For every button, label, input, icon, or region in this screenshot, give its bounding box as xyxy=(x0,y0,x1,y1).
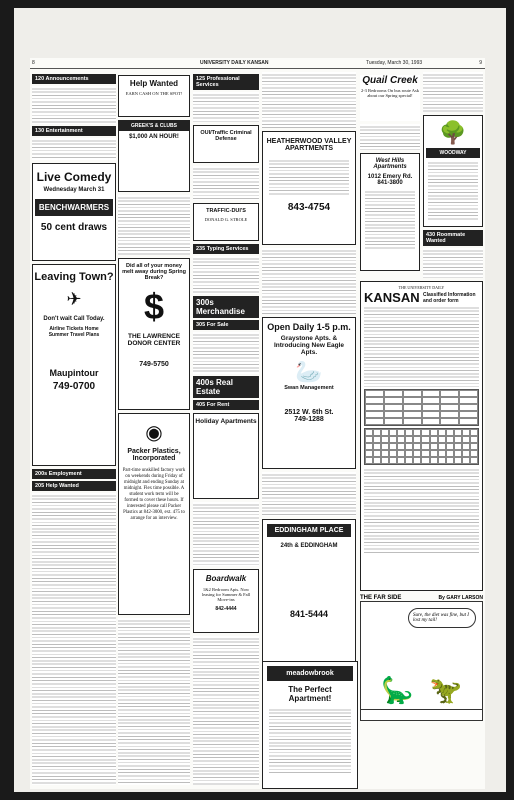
dollar-icon: $ xyxy=(143,286,165,327)
westhills-details xyxy=(365,189,415,249)
rate-table xyxy=(364,389,479,426)
column-5 xyxy=(360,72,483,785)
comedy-ad xyxy=(32,163,116,261)
section-entertainment: 130 Entertainment xyxy=(32,126,116,136)
maupintour-logo: Maupintour xyxy=(49,368,99,378)
form-header xyxy=(364,290,479,305)
dinosaur-figure-2-icon: 🦖 xyxy=(429,676,462,705)
swan-management: Swan Management xyxy=(284,385,334,391)
westhills-address: 1012 Emery Rd. xyxy=(367,174,413,180)
col4-mid-text xyxy=(262,248,356,314)
section-announcements: 120 Announcements xyxy=(32,74,116,84)
donor-name: THE LAWRENCE DONOR CENTER xyxy=(127,333,181,347)
roommate-text xyxy=(423,248,483,278)
section-real-estate: 400s Real Estate xyxy=(193,376,259,398)
packer-ad xyxy=(118,413,190,615)
column-2 xyxy=(118,72,190,785)
ad-entry-grid[interactable] xyxy=(364,428,479,465)
section-for-rent: 405 For Rent xyxy=(193,400,259,410)
kansan-title: KANSAN xyxy=(364,290,420,305)
graystone-ad xyxy=(262,317,356,469)
column-3 xyxy=(193,72,259,785)
swan-icon: 🦢 xyxy=(295,359,323,384)
quail-column xyxy=(360,72,420,278)
page-header xyxy=(30,58,485,69)
airline-line: Airline Tickets Home xyxy=(49,326,99,332)
graystone-address: 2512 W. 6th St. xyxy=(284,409,334,416)
dont-wait: Don't wait Call Today. xyxy=(43,316,105,322)
leaving-town: Leaving Town? xyxy=(34,271,114,283)
paper-title: UNIVERSITY DAILY KANSAN xyxy=(200,60,269,66)
section-employment: 200s Employment xyxy=(32,469,116,479)
eddingham-address: 24th & EDDINGHAM xyxy=(280,543,338,549)
section-for-sale: 305 For Sale xyxy=(193,320,259,330)
col3-bottom-text xyxy=(193,636,259,785)
donor-question: Did all of your money melt away during Spring Break? xyxy=(122,263,186,281)
dinosaur-figure-icon: 🦕 xyxy=(381,676,414,705)
woodway-top-text xyxy=(423,72,483,112)
top-ads-row xyxy=(360,72,483,278)
woodway-ad xyxy=(423,115,483,227)
woodway-title: WOODWAY xyxy=(426,148,480,158)
holiday-ad xyxy=(193,413,259,499)
open-daily: Open Daily 1-5 p.m. xyxy=(267,322,351,332)
section-roommate: 430 Roommate Wanted xyxy=(423,230,483,246)
help-wanted-title: Help Wanted xyxy=(129,79,179,88)
heatherwood-phone: 843-4754 xyxy=(287,202,331,213)
strole-name: DONALD G. STROLE xyxy=(204,217,248,222)
graystone-title: Graystone Apts. & Introducing New Eagle Apts. xyxy=(273,335,345,356)
services-text xyxy=(193,92,259,122)
section-services: 125 Professional Services xyxy=(193,74,259,90)
form-fields[interactable] xyxy=(364,467,479,555)
greek-ad xyxy=(118,120,190,192)
column-1 xyxy=(32,72,116,785)
announcement-text xyxy=(32,86,116,124)
col4-top-text xyxy=(262,72,356,128)
classified-form xyxy=(360,281,483,591)
speech-bubble: Sure, the diet was fine, but I lost my tail! xyxy=(408,608,476,628)
westhills-ad xyxy=(360,153,420,271)
boardwalk-phone: 842-4444 xyxy=(215,606,237,612)
comedy-date: Wednesday March 31 xyxy=(43,187,105,193)
greek-amount: $1,000 AN HOUR! xyxy=(129,134,179,140)
westhills-phone: 841-3800 xyxy=(377,180,403,186)
typing-text xyxy=(193,256,259,294)
woodway-column xyxy=(423,72,483,278)
section-merchandise: 300s Merchandise xyxy=(193,296,259,318)
donor-phone: 749-5750 xyxy=(139,361,169,368)
heatherwood-title: HEATHERWOOD VALLEY APARTMENTS xyxy=(266,138,352,152)
westhills-title: West Hills Apartments xyxy=(373,158,407,170)
kansan-subtitle: THE UNIVERSITY DAILY xyxy=(398,285,445,290)
heatherwood-ad xyxy=(262,131,356,245)
boardwalk-title: Boardwalk xyxy=(205,574,247,583)
eddingham-phone: 841-5444 xyxy=(289,609,329,619)
col2-bottom-text xyxy=(118,618,190,785)
for-sale-text xyxy=(193,332,259,374)
meadowbrook-logo: meadowbrook xyxy=(267,666,353,681)
draws-text: 50 cent draws xyxy=(40,222,108,233)
travel-ad xyxy=(32,264,116,466)
boardwalk-line: 1&2 Bedroom Apts. Now leasing for Summer & Fall Move-ins xyxy=(201,587,251,602)
tree-icon: 🌳 xyxy=(439,120,467,145)
comedy-title: Live Comedy xyxy=(36,170,112,184)
ground-line xyxy=(361,709,482,710)
traffic-ad xyxy=(193,125,259,163)
quailcreek-ad xyxy=(360,75,420,121)
col2-text xyxy=(118,195,190,255)
benchwarmers-logo: BENCHWARMERS xyxy=(35,199,113,216)
dui-ad xyxy=(193,203,259,241)
classified-page xyxy=(30,58,485,789)
col4-text-3 xyxy=(262,472,356,516)
eddingham-title: EDDINGHAM PLACE xyxy=(267,524,351,537)
eddingham-ad xyxy=(262,519,356,671)
airplane-icon: ✈ xyxy=(66,289,82,309)
quail-text xyxy=(360,124,420,150)
quailcreek-line: 2-3 Bedrooms On bus route Ask about our Spring special! xyxy=(360,88,420,98)
heatherwood-features xyxy=(269,158,349,196)
meadowbrook-headline: The Perfect Apartment! xyxy=(288,685,332,703)
boardwalk-ad xyxy=(193,569,259,633)
section-typing: 235 Typing Services xyxy=(193,244,259,254)
for-rent-text xyxy=(193,502,259,566)
summer-line: Summer Travel Plans xyxy=(48,332,100,338)
issue-date: Tuesday, March 30, 1993 xyxy=(366,60,423,66)
quailcreek-title: Quail Creek xyxy=(362,75,418,86)
greek-title: GREEK'S & CLUBS xyxy=(119,121,189,131)
donor-ad xyxy=(118,258,190,410)
graystone-phone: 749-1288 xyxy=(294,416,324,423)
classified-info-title: Classified Information and order form xyxy=(423,291,476,304)
oui-title: OUI/Traffic Criminal Defense xyxy=(200,130,252,142)
earn-line: EARN CASH ON THE SPOT! xyxy=(125,91,183,96)
section-help-wanted: 205 Help Wanted xyxy=(32,481,116,491)
woodway-details xyxy=(428,160,478,220)
farside-title: THE FAR SIDE xyxy=(360,595,402,601)
help-wanted-ad xyxy=(118,75,190,117)
help-wanted-text xyxy=(32,493,116,785)
packer-title: Packer Plastics, Incorporated xyxy=(127,448,181,462)
entertainment-text xyxy=(32,138,116,160)
holiday-title: Holiday Apartments xyxy=(195,418,257,425)
farside-cartoon xyxy=(360,601,483,721)
meadowbrook-ad xyxy=(262,661,358,789)
packer-body: Part-time unskilled factory work on weekends during Friday of midnight and ending Sunday at midnight. Flex time possible. A student work term will be formed to cover these hours. If interested please call Packer Plastics at 842-3000, ext. 475 to arrange for an interview. xyxy=(122,468,186,521)
form-instructions xyxy=(364,305,479,387)
packer-logo-icon: ◉ xyxy=(145,422,163,444)
services-text-2 xyxy=(193,166,259,200)
page-left-number: 8 xyxy=(32,60,35,66)
meadowbrook-body xyxy=(269,707,351,773)
maupintour-phone: 749-0700 xyxy=(52,381,96,392)
dui-title: TRAFFIC-DUI'S xyxy=(206,208,246,214)
page-number: 9 xyxy=(479,60,482,66)
farside-author: By GARY LARSON xyxy=(438,595,483,601)
